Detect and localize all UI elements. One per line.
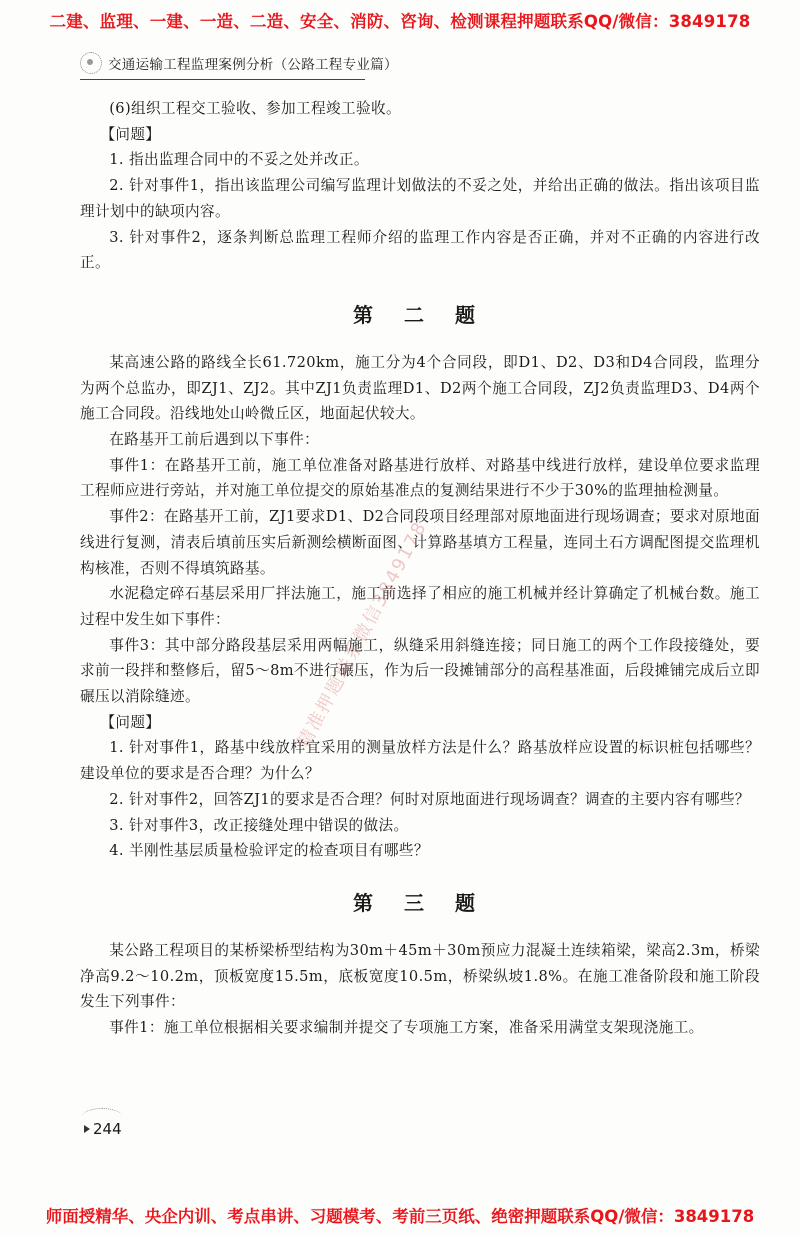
- s2-question-4: 4. 半刚性基层质量检验评定的检查项目有哪些？: [109, 842, 429, 860]
- s2-paragraph: 事件1：在路基开工前，施工单位准备对路基进行放样、对路基中线进行放样，建设单位要求监理工程师应进行旁站，并对施工单位提交的原始基准点的复测结果进行不少于30%的监理抽检测量。: [80, 456, 760, 500]
- promo-banner-top: 二建、监理、一建、一造、二造、安全、消防、咨询、检测课程押题联系QQ/微信：3849178: [49, 12, 751, 31]
- prev-item-6: (6)组织工程交工验收、参加工程竣工验收。: [109, 100, 401, 117]
- prev-question-2: 2. 针对事件1，指出该监理公司编写监理计划做法的不妥之处，并给出正确的做法。指出该项目监理计划中的缺项内容。: [80, 177, 760, 220]
- page-ornament-icon: [82, 1108, 122, 1125]
- s2-paragraph: 事件3：其中部分路段基层采用两幅施工，纵缝采用斜缝连接；同日施工的两个工作段接缝处，要求前一段拌和整修后，留5～8m不进行碾压，作为后一段摊铺部分的高程基准面，后段摊铺完成后立即碾压以消除缝迹。: [80, 636, 760, 706]
- prev-question-3: 3. 针对事件2，逐条判断总监理工程师介绍的监理工作内容是否正确，并对不正确的内容进行改正。: [80, 228, 760, 272]
- question-label: 【问题】: [100, 125, 161, 143]
- book-title: 交通运输工程监理案例分析（公路工程专业篇）: [108, 57, 398, 73]
- page-content: [80, 96, 760, 1041]
- s2-paragraph: 水泥稳定碎石基层采用厂拌法施工，施工前选择了相应的施工机械并经计算确定了机械台数。施工过程中发生如下事件：: [80, 585, 760, 628]
- arrow-right-icon: [84, 1125, 90, 1133]
- s2-paragraph: 在路基开工前后遇到以下事件：: [109, 431, 320, 449]
- prev-question-1: 1. 指出监理合同中的不妥之处并改正。: [109, 151, 369, 169]
- question-label: 【问题】: [100, 713, 161, 731]
- watermark: 精准押题联系微信3849178: [293, 517, 432, 752]
- page-number-block: [84, 1120, 122, 1138]
- s2-paragraph: 某高速公路的路线全长61.720km，施工分为4个合同段，即D1、D2、D3和D4合同段，监理分为两个总监办，即ZJ1、ZJ2。其中ZJ1负责监理D1、D2两个施工合同段，ZJ2负责监理D3、D4两个施工合同段。沿线地处山岭微丘区，地面起伏较大。: [80, 353, 760, 423]
- header-rule: [80, 79, 365, 80]
- s2-question-3: 3. 针对事件3，改正接缝处理中错误的做法。: [109, 816, 409, 834]
- publisher-logo-icon: [80, 52, 102, 74]
- s2-paragraph: 事件2：在路基开工前，ZJ1要求D1、D2合同段项目经理部对原地面进行现场调查；要求对原地面线进行复测，清表后填前压实后新测绘横断面图、计算路基填方工程量，连同土石方调配图提交监理机构核准，否则不得填筑路基。: [80, 508, 760, 577]
- section-3-heading: 第 三 题: [353, 890, 487, 915]
- page-number: 244: [93, 1120, 122, 1138]
- s3-paragraph: 某公路工程项目的某桥梁桥型结构为30m＋45m＋30m预应力混凝土连续箱梁，梁高2.3m，桥梁净高9.2～10.2m，顶板宽度15.5m，底板宽度10.5m，桥梁纵坡1.8%。在施工准备阶段和施工阶段发生下列事件：: [80, 941, 760, 1011]
- s2-question-1: 1. 针对事件1，路基中线放样宜采用的测量放样方法是什么？路基放样应设置的标识桩包括哪些？建设单位的要求是否合理？为什么？: [80, 739, 760, 783]
- s2-question-2: 2. 针对事件2，回答ZJ1的要求是否合理？何时对原地面进行现场调查？调查的主要内容有哪些？: [109, 790, 750, 808]
- running-header: [80, 48, 398, 78]
- s3-paragraph: 事件1：施工单位根据相关要求编制并提交了专项施工方案，准备采用满堂支架现浇施工。: [109, 1019, 704, 1037]
- promo-banner-bottom: 师面授精华、央企内训、考点串讲、习题模考、考前三页纸、绝密押题联系QQ/微信：3849178: [45, 1207, 755, 1226]
- section-2-heading: 第 二 题: [353, 302, 487, 327]
